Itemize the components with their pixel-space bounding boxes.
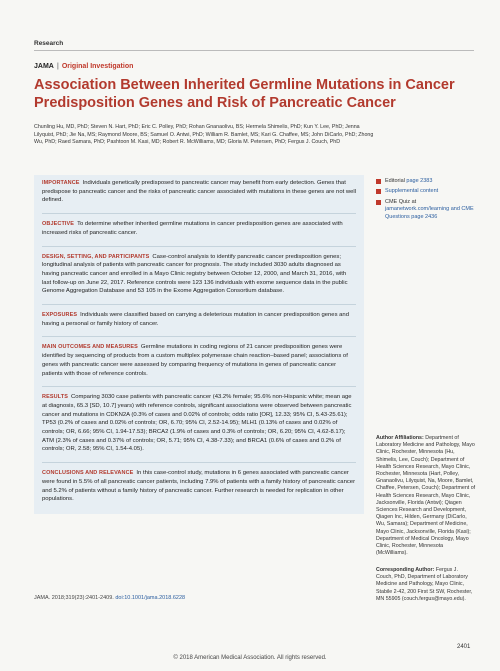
abstract-text: Comparing 3030 case patients with pancreatic cancer (43.2% female; 95.6% non-Hispanic white; mean age at diagnosis, 65.3 [SD, 10.7] years) with reference controls, significant associations were observed between pancreatic cancer and mutations in CDKN2A (0.3% of cases and 0.02% of controls; odds ratio [OR], 12.33; 95% CI, 5.43-25.61); TP53 (0.2% of cases and 0.02% of controls; OR, 6.70; 95% CI, 2.52-14.95); MLH1 (0.13% of cases and 0.02% of controls; OR, 6.66; 95% CI, 1.94-17.53); BRCA2 (1.9% of cases and 0.3% of controls; OR, 6.20; 95% CI, 4.62-8.17); ATM (2.3% of cases and 0.37% of controls; OR, 5.71; 95% CI, 4.38-7.33); and BRCA1 (0.6% of cases and 0.2% of controls; OR, 2.58; 95% CI, 1.54-4.05). <box>42 394 352 453</box>
abstract-outcomes <box>34 343 364 378</box>
affiliations-text: Department of Laboratory Medicine and Pathology, Mayo Clinic, Rochester, Minnesota (Hu, Shimelis, Lee, Couch); Department of Health Sciences Research, Mayo Clinic, Rochester, Minnesota (Hart, Polley, Gnanaolivu, Lilyquist, Na, Moore, Bamlet, Chaffee, Petersen, Couch); Department of Health Sciences Research, Mayo Clinic, Jacksonville, Florida (Antwi); Qiagen Sciences Research and Development, Qiagen Inc, Hilden, Germany (DiCarlo, Wu, Samara); Department of Medicine, Mayo Clinic, Jacksonville, Florida (Kasi); Department of Medical Oncology, Mayo Clinic, Rochester, Minnesota (McWilliams). <box>376 435 476 557</box>
quiz-icon <box>376 200 381 205</box>
abstract-divider <box>42 336 356 337</box>
abstract-heading: IMPORTANCE <box>42 180 80 186</box>
copyright-footer: © 2018 American Medical Association. All rights reserved. <box>173 655 327 661</box>
abstract-importance <box>34 179 364 205</box>
doi-link[interactable]: doi:10.1001/jama.2018.6228 <box>115 595 186 601</box>
abstract-heading: EXPOSURES <box>42 312 78 319</box>
correspondence-heading: Corresponding Author: <box>376 567 435 573</box>
editorial-label: Editorial <box>385 178 405 184</box>
editorial-page-link[interactable]: page 2383 <box>406 178 433 184</box>
article-title: Association Between Inherited Germline Mutations in Cancer Predisposition Genes and Risk of Pancreatic Cancer <box>34 77 455 111</box>
author-affiliations <box>376 435 476 557</box>
supplemental-label[interactable]: Supplemental content <box>385 188 439 195</box>
abstract-exposures <box>34 311 364 328</box>
supplemental-link[interactable] <box>376 188 476 195</box>
journal-name: JAMA <box>34 63 54 70</box>
section-label: Research <box>34 40 64 47</box>
cme-label: CME Quiz at <box>385 198 417 205</box>
cme-url-link[interactable]: jamanetwork.com/learning and CME Questions <box>385 206 474 220</box>
abstract-divider <box>42 304 356 305</box>
abstract-text: To determine whether inherited germline mutations in cancer predisposition genes are associated with increased risks of pancreatic cancer. <box>42 221 343 236</box>
cme-quiz-link[interactable] <box>376 199 476 221</box>
abstract-objective <box>34 220 364 237</box>
abstract-divider <box>42 246 356 247</box>
citation-text: JAMA. 2018;319(23):2401-2409. <box>34 595 114 601</box>
journal-separator: | <box>56 63 59 70</box>
abstract-heading: MAIN OUTCOMES AND MEASURES <box>42 344 138 351</box>
abstract-divider <box>42 462 356 463</box>
abstract-heading: CONCLUSIONS AND RELEVANCE <box>42 470 134 477</box>
plus-icon <box>376 189 381 194</box>
plus-icon <box>376 179 381 184</box>
abstract-box <box>34 175 364 514</box>
sidebar <box>376 178 476 224</box>
abstract-results <box>34 393 364 454</box>
abstract-heading: OBJECTIVE <box>42 221 75 228</box>
abstract-design <box>34 253 364 297</box>
article-type: Original Investigation <box>61 63 134 70</box>
abstract-text: Individuals were classified based on carrying a deleterious mutation in cancer predisposition genes and having a personal or family history of cancer. <box>42 312 349 327</box>
abstract-divider <box>42 386 356 387</box>
author-list: Chunling Hu, MD, PhD; Steven N. Hart, PhD; Eric C. Polley, PhD; Rohan Gnanaolivu, BS; Hermela Shimelis, PhD; Kun Y. Lee, PhD; Jenna Lilyquist, PhD; Jie Na, MS; Raymond Moore, BS; Samuel O. Antwi, PhD; William R. Bamlet, MS; Kari G. Chaffee, MS; John DiCarlo, PhD; Zhong Wu, PhD; Raed Samara, PhD; Pashtoon M. Kasi, MD; Robert R. McWilliams, MD; Gloria M. Petersen, PhD; Fergus J. Couch, PhD <box>34 124 374 146</box>
abstract-conclusions <box>34 469 364 504</box>
header-divider <box>34 50 474 51</box>
citation <box>34 595 185 601</box>
corresponding-author <box>376 567 476 603</box>
abstract-text: Case-control analysis to identify pancreatic cancer predisposition genes; longitudinal analysis of patients with pancreatic cancer for prognosis. The study included 3030 adults diagnosed as having pancreatic cancer and enrolled in a Mayo Clinic registry between October 12, 2000, and March 31, 2016, with last follow-up on June 22, 2017. Reference controls were 123 136 individuals with exome sequence data in the public Genome Aggregation Database and 53 105 in the Exome Aggregation Consortium database. <box>42 253 348 295</box>
abstract-text: In this case-control study, mutations in 6 genes associated with pancreatic cancer were found in 5.5% of all pancreatic cancer patients, including 7.9% of patients with a family history of pancreatic cancer and 5.2% of patients without a family history of pancreatic cancer. Further research is needed for replication in other populations. <box>42 470 356 503</box>
page-number: 2401 <box>457 644 471 650</box>
affiliations-heading: Author Affiliations: <box>376 435 424 441</box>
abstract-divider <box>42 213 356 214</box>
abstract-text: Germline mutations in coding regions of 21 cancer predisposition genes were identified by sequencing of products from a custom multiplex polymerase chain reaction–based panel; associations of genes with pancreatic cancer were assessed by comparing frequency of mutations in genes of pancreatic cancer patients with those of reference controls. <box>42 344 348 377</box>
abstract-heading: DESIGN, SETTING, AND PARTICIPANTS <box>42 253 150 260</box>
cme-page-link[interactable]: page 2436 <box>411 213 438 220</box>
abstract-text: Individuals genetically predisposed to pancreatic cancer may benefit from early detection. Genes that predispose to pancreatic cancer and the risks of pancreatic cancer associated with mutations in these genes are not well defined. <box>42 180 357 204</box>
correspondence-text: Fergus J. Couch, PhD, Department of Laboratory Medicine and Pathology, Mayo Clinic, Stabile 2-42, 200 First St SW, Rochester, MN 55905 (couch.fergus@mayo.edu). <box>376 567 473 602</box>
journal-line <box>34 63 133 70</box>
abstract-heading: RESULTS <box>42 394 68 401</box>
editorial-link[interactable] <box>376 178 476 185</box>
